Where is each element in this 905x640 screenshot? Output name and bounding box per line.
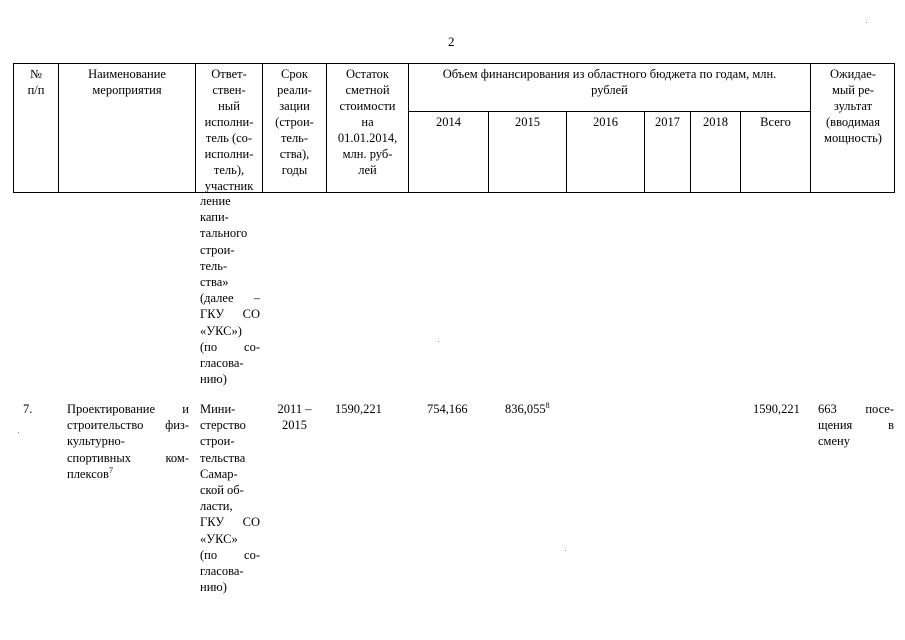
scan-speck: [866, 22, 867, 23]
header-col-responsible: Ответ- ствен- ный исполни- тель (со- исполни- тель), участник: [204, 67, 254, 193]
header-year-2016: 2016: [593, 115, 618, 129]
header-col-name: Наименование мероприятия: [88, 67, 166, 97]
header-year-total: Всего: [760, 115, 791, 129]
scan-speck: [438, 341, 439, 342]
footnote-marker: 7: [108, 465, 113, 475]
footnote-marker: 8: [545, 401, 550, 410]
row-remaining-cost: 1590,221: [335, 402, 382, 416]
row-responsible: Мини- стерство строи- тельства Самар- ской об- ласти, ГКУ СО «УКС» (по со- гласова- нию): [200, 402, 260, 595]
header-col-remaining-cost: Остаток сметной стоимости на 01.01.2014, млн. руб- лей: [337, 67, 398, 177]
scan-speck: [18, 432, 19, 433]
row-activity-name: Проектирование и строительство физ- культурно- спортивных ком- плексов$^7$: [67, 402, 189, 481]
header-year-2014: 2014: [436, 115, 461, 129]
header-col-financing: Объем финансирования из областного бюджета по годам, млн. рублей: [442, 67, 777, 97]
row-number: 7.: [23, 402, 33, 416]
header-year-2018: 2018: [703, 115, 728, 129]
header-col-result: Ожидае- мый ре- зультат (вводимая мощность): [824, 67, 882, 145]
scan-speck: [565, 550, 566, 551]
row-year-2014: 754,166: [427, 402, 468, 416]
row-year-2015: 836,055$^8$: [505, 401, 550, 416]
header-col-number: № п/п: [27, 67, 45, 97]
row-term: 2011 – 2015: [277, 402, 312, 433]
continuation-responsible: ление капи- тального строи- тель- ства» (далее – ГКУ СО «УКС») (по со- гласова- нию): [200, 194, 260, 387]
header-year-2017: 2017: [655, 115, 680, 129]
header-col-term: Срок реали- зации (строи- тель- ства), годы: [275, 67, 314, 177]
row-total: 1590,221: [753, 402, 800, 416]
divider: [408, 111, 810, 112]
page-number: 2: [448, 34, 455, 49]
header-year-2015: 2015: [515, 115, 540, 129]
row-result: 663 посе- щения в смену: [818, 402, 894, 449]
